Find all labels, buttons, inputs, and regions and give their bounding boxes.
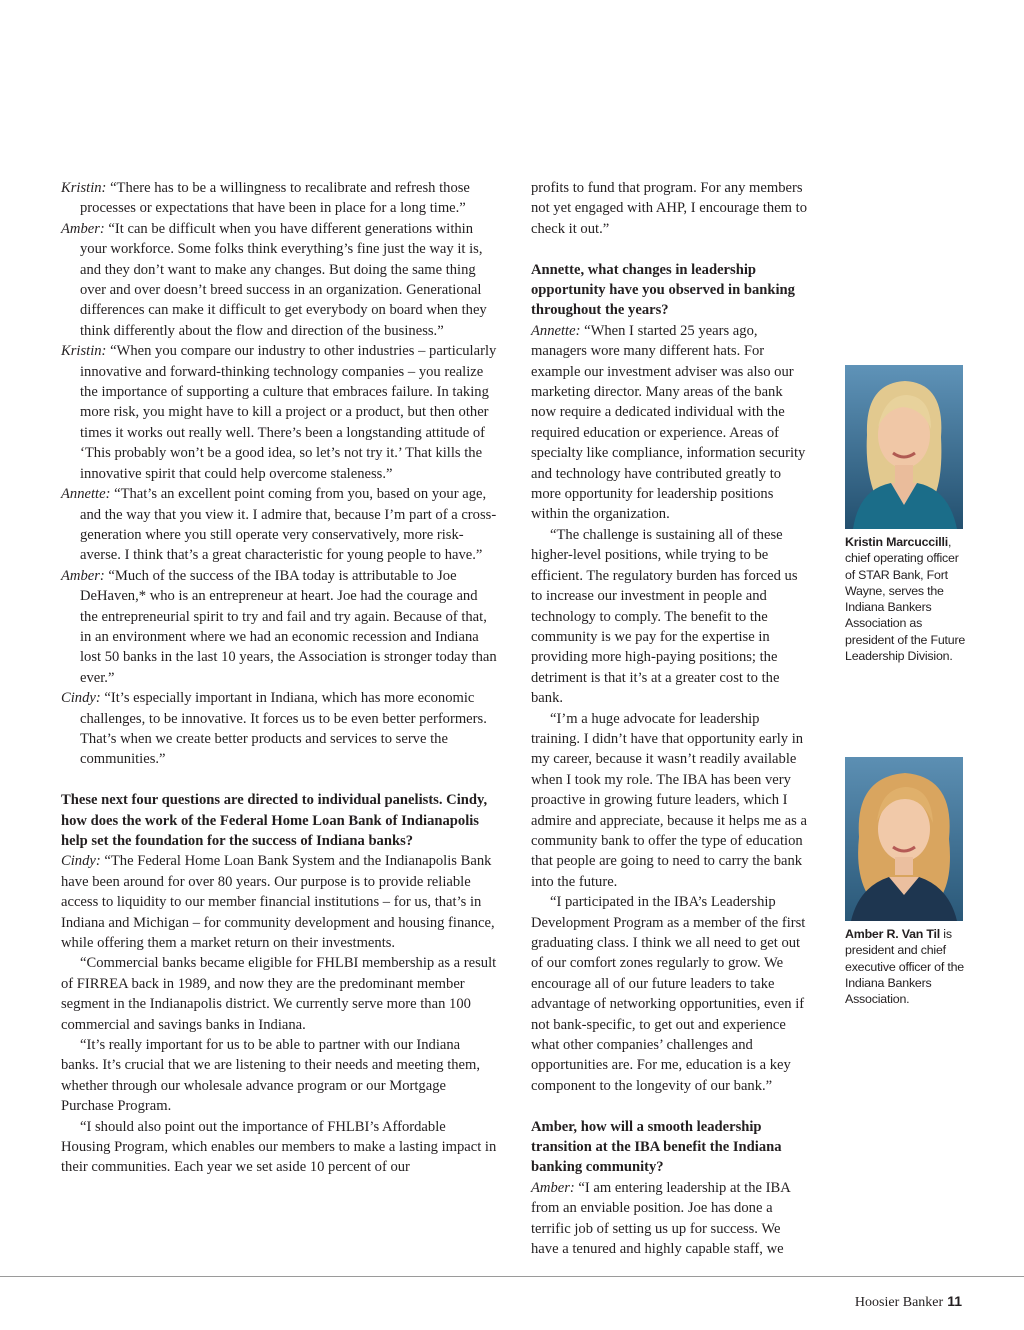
portrait-photo-amber [845,757,963,921]
left-column [61,178,497,1178]
answer-paragraph: Amber: “I am entering leadership at the IBA from an enviable position. Joe has done a terrific job of setting us up for success. We have a tenured and highly capable staff, we [531,1179,790,1258]
answer-paragraph: “It’s really important for us to be able to partner with our Indiana banks. It’s crucial that we are listening to their needs and meeting them, whether through our wholesale advance program or our Mortgage Purchase Program. [61,1037,481,1115]
dialogue-entry: Kristin: “When you compare our industry to other industries – particularly innovative and forward-thinking technology companies – you realize the importance of supporting a culture that embraces failure. In taking more risk, you might have to kill a project or a product, but then other times it works out really well. There’s been a longstanding attitude of ‘This probably won’t be a good idea, so let’s not try it.’ That kills the innovative spirit that could help overcome staleness.” [61,343,497,482]
answer-paragraph: Cindy: “The Federal Home Loan Bank System and the Indianapolis Bank have been around for over 80 years. Our purpose is to provide reliable access to liquidity to our member financial institutions – for us, that’s in Indiana and Michigan – for community development and housing finance, while offering them a market return on their investments. [61,853,495,952]
question-heading: Annette, what changes in leadership opportunity have you observed in banking throughout the years? [531,261,795,319]
portrait-kristin-illustration [845,365,963,529]
answer-paragraph: “I should also point out the importance of FHLBI’s Affordable Housing Program, which enables our members to make a lasting impact in their communities. Each year we set aside 10 percent of our [61,1118,497,1176]
footer-rule [0,1276,1024,1277]
dialogue-entry: Amber: “It can be difficult when you have different generations within your workforce. Some folks think everything’s fine just the way it is, and they don’t want to make any changes. But doing the same thing over and over doesn’t breed success in an organization. Generational differences can make it difficult to get everybody on board when they think differently about the flow and direction of the business.” [61,220,487,339]
page-number: 11 [947,1293,962,1309]
answer-paragraph: Annette: “When I started 25 years ago, managers wore many different hats. For example our investment adviser was also our marketing director. Many areas of the bank now require a dedicated individual with the required education or experience. Areas of specialty like compliance, information security and technology have contributed greatly to more opportunity for leadership positions within the organization. [531,322,806,523]
portrait-photo-kristin [845,365,963,529]
dialogue-entry: Annette: “That’s an excellent point coming from you, based on your age, and the way that you view it. I admire that, because I’m part of a cross-generation where you still operate very conservatively, more risk-averse. I think that’s a great characteristic for young people to have.” [61,486,497,564]
question-heading: These next four questions are directed to individual panelists. Cindy, how does the work of the Federal Home Loan Bank of Indianapolis help set the foundation for the success of Indiana banks? [61,792,488,849]
dialogue-entry: Amber: “Much of the success of the IBA today is attributable to Joe DeHaven,* who is an entrepreneur at heart. Joe had the courage and the entrepreneurial spirit to try and fail and try again. Because of that, in an environment where we had an economic recession and Indiana lost 50 banks in the last 10 years, the Association is stronger today than ever.” [61,567,497,686]
photo-caption-amber: Amber R. Van Til is president and chief executive officer of the Indiana Bankers Association. [845,927,964,1007]
page-footer [855,1293,962,1311]
answer-paragraph: “Commercial banks became eligible for FHLBI membership as a result of FIRREA back in 1989, and now they are the predominant member segment in the Indianapolis district. We currently serve more than 100 commercial and savings banks in Indiana. [61,955,497,1033]
dialogue-entry: Cindy: “It’s especially important in Indiana, which has more economic challenges, to be innovative. It forces us to be even better performers. That’s when we create better products and services to serve the communities.” [61,690,487,768]
answer-paragraph: “I participated in the IBA’s Leadership Development Program as a member of the first graduating class. I think we all need to get out of our comfort zones regularly to grow. We encourage all of our future leaders to take advantage of networking opportunities, even if not bank-specific, to get out and experience what other companies’ challenges and opportunities are. For me, education is a key component to the longevity of our bank.” [531,894,806,1094]
portrait-amber-illustration [845,757,963,921]
publication-name: Hoosier Banker [854,1295,944,1310]
answer-paragraph: profits to fund that program. For any members not yet engaged with AHP, I encourage them to check it out.” [531,180,807,237]
dialogue-entry: Kristin: “There has to be a willingness to recalibrate and refresh those processes or expectations that have been in place for a long time.” [61,180,470,217]
answer-paragraph: “I’m a huge advocate for leadership training. I didn’t have that opportunity early in my career, because it wasn’t readily available when I took my role. The IBA has been very proactive in growing future leaders, which I admire and appreciate, because it helps me as a community bank to offer the type of education that people are going to need to carry the bank into the future. [531,710,807,890]
photo-caption-kristin: Kristin Marcuccilli, chief operating officer of STAR Bank, Fort Wayne, serves the Indiana Bankers Association as president of the Future Leadership Division. [845,535,966,664]
right-column [531,178,809,1260]
answer-paragraph: “The challenge is sustaining all of these higher-level positions, while trying to be efficient. The regulatory burden has forced us to increase our investment in people and technology to comply. The benefit to the community is we pay for the expertise in providing more high-paying positions; the detriment is that it’s at a greater cost to the bank. [531,526,798,707]
question-heading: Amber, how will a smooth leadership transition at the IBA benefit the Indiana banking community? [531,1118,782,1176]
